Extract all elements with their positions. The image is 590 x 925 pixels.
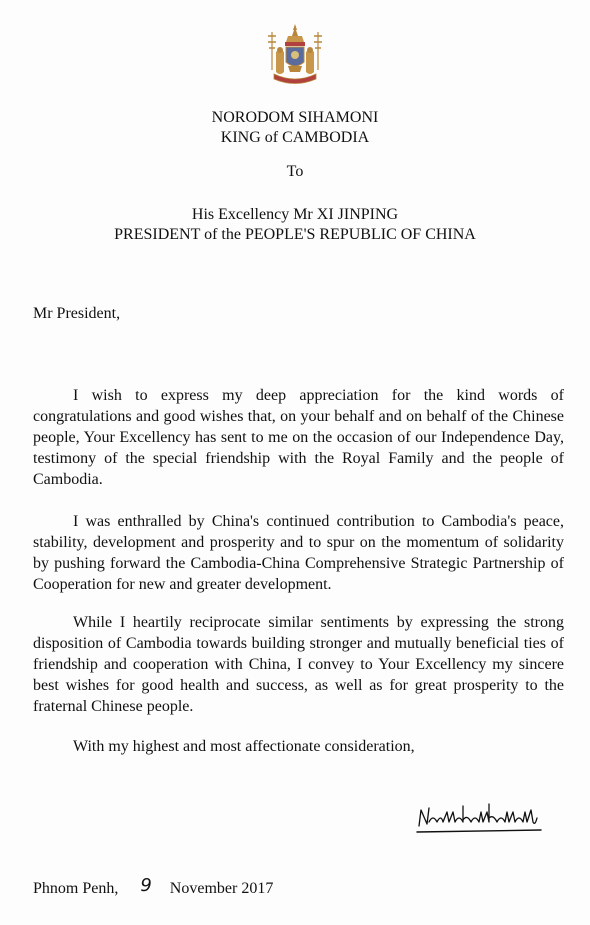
closing-line: With my highest and most affectionate consideration, <box>73 738 415 755</box>
place-and-date <box>33 877 273 898</box>
paragraph-1: I wish to express my deep appreciation for the kind words of congratulations and good wishes that, on your behalf and on behalf of the Chinese people, Your Excellency has sent to me on the occasion of our Independence Day, testimony of the special friendship with the Royal Family and the people of Cambodia. <box>33 387 564 488</box>
salutation: Mr President, <box>33 305 121 322</box>
royal-coat-of-arms-icon <box>262 22 328 88</box>
recipient-title: PRESIDENT of the PEOPLE'S REPUBLIC OF CHINA <box>114 226 476 243</box>
sender-title: KING of CAMBODIA <box>220 129 370 146</box>
recipient-name: His Excellency Mr XI JINPING <box>191 206 399 223</box>
handwritten-signature <box>415 796 545 836</box>
sender-block <box>0 108 590 148</box>
paragraph-2: I was enthralled by China's continued contribution to Cambodia's peace, stability, development and prosperity and to spur on the momentum of solidarity by pushing forward the Cambodia-China Comprehensive Strategic Partnership of Cooperation for new and greater development. <box>33 513 564 593</box>
to-label: To <box>286 163 304 180</box>
recipient-block <box>0 205 590 245</box>
paragraph-3: While I heartily reciprocate similar sentiments by expressing the strong disposition of Cambodia towards building stronger and mutually beneficial ties of friendship and cooperation with China, I convey to Your Excellency my sincere best wishes for good health and success, as well as for great prosperity to the fraternal Chinese people. <box>33 614 564 715</box>
place: Phnom Penh, <box>33 880 119 897</box>
sender-name: NORODOM SIHAMONI <box>211 109 379 126</box>
date-day: 9 <box>140 875 152 896</box>
date-month-year: November 2017 <box>169 880 274 897</box>
